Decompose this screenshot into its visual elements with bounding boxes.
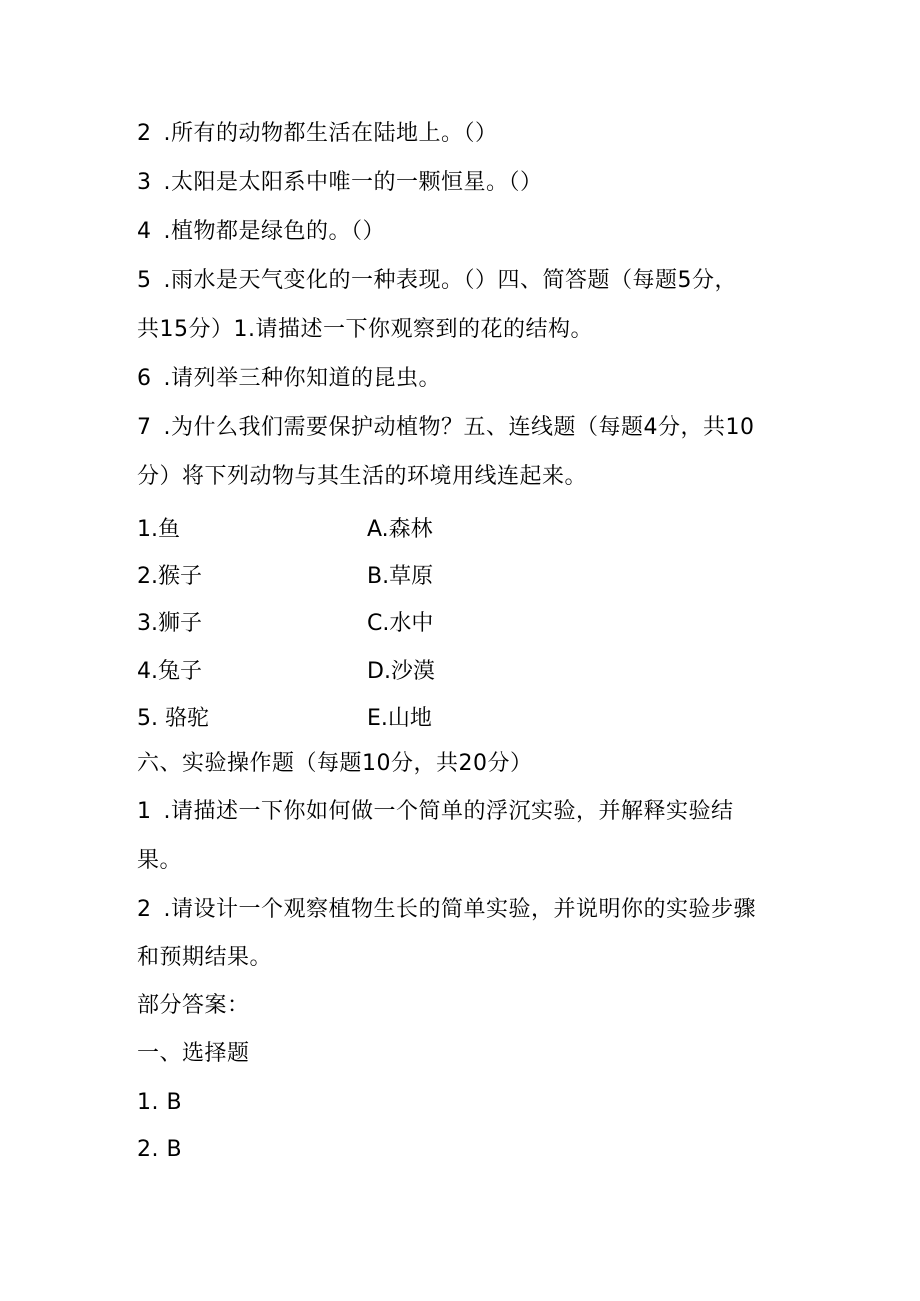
section-6-title: 六、实验操作题（每题10分，共20分） bbox=[137, 751, 533, 776]
short-item-7-continued bbox=[137, 462, 797, 492]
matching-right-a: A.森林 bbox=[367, 517, 433, 542]
item-text: 分）将下列动物与其生活的环境用线连起来。 bbox=[137, 464, 588, 489]
matching-left-3: 3.狮子 bbox=[137, 611, 202, 636]
item-text: .太阳是太阳系中唯一的一颗恒星。（） bbox=[163, 170, 543, 195]
item-text: 和预期结果。 bbox=[137, 945, 273, 970]
matching-right-d: D.沙漠 bbox=[367, 659, 435, 684]
matching-left-2: 2.猴子 bbox=[137, 564, 202, 589]
answers-section-1: 一、选择题 bbox=[137, 1041, 250, 1066]
matching-right-e: E.山地 bbox=[367, 706, 432, 731]
short-item-6 bbox=[137, 364, 797, 394]
item-number: 3 bbox=[137, 170, 152, 195]
item-text: 果。 bbox=[137, 848, 183, 873]
matching-left-4: 4.兔子 bbox=[137, 659, 202, 684]
answer-item: 2. B bbox=[137, 1137, 183, 1162]
item-number: 7 bbox=[137, 415, 152, 440]
item-number: 5 bbox=[137, 268, 152, 293]
item-text: .请设计一个观察植物生长的简单实验，并说明你的实验步骤 bbox=[163, 897, 756, 922]
item-text: .雨水是天气变化的一种表现。（）四、简答题（每题5分， bbox=[163, 268, 737, 293]
item-text: .所有的动物都生活在陆地上。（） bbox=[163, 121, 498, 146]
short-item-7 bbox=[137, 413, 797, 443]
judgement-item-3 bbox=[137, 168, 797, 198]
item-text: 共15分）1.请描述一下你观察到的花的结构。 bbox=[137, 317, 593, 342]
item-text: .请描述一下你如何做一个简单的浮沉实验，并解释实验结 bbox=[163, 799, 734, 824]
judgement-item-4 bbox=[137, 217, 797, 247]
experiment-item-2 bbox=[137, 895, 797, 925]
item-number: 4 bbox=[137, 219, 152, 244]
item-number: 6 bbox=[137, 366, 152, 391]
item-number: 1 bbox=[137, 799, 152, 824]
item-number: 2 bbox=[137, 897, 152, 922]
answer-item: 1. B bbox=[137, 1090, 183, 1115]
item-number: 2 bbox=[137, 121, 152, 146]
matching-right-c: C.水中 bbox=[367, 611, 434, 636]
experiment-item-1 bbox=[137, 797, 797, 827]
experiment-item-2-continued bbox=[137, 943, 797, 973]
judgement-item-5 bbox=[137, 266, 797, 296]
judgement-item-2 bbox=[137, 119, 797, 149]
item-text: .请列举三种你知道的昆虫。 bbox=[163, 366, 441, 391]
matching-left-5: 5. 骆驼 bbox=[137, 706, 209, 731]
item-text: .植物都是绿色的。（） bbox=[163, 219, 385, 244]
judgement-item-5-continued bbox=[137, 315, 797, 345]
matching-left-1: 1.鱼 bbox=[137, 517, 180, 542]
experiment-item-1-continued bbox=[137, 846, 797, 876]
item-text: .为什么我们需要保护动植物？五、连线题（每题4分，共10 bbox=[163, 415, 755, 440]
answers-title: 部分答案： bbox=[137, 993, 250, 1018]
matching-right-b: B.草原 bbox=[367, 564, 434, 589]
